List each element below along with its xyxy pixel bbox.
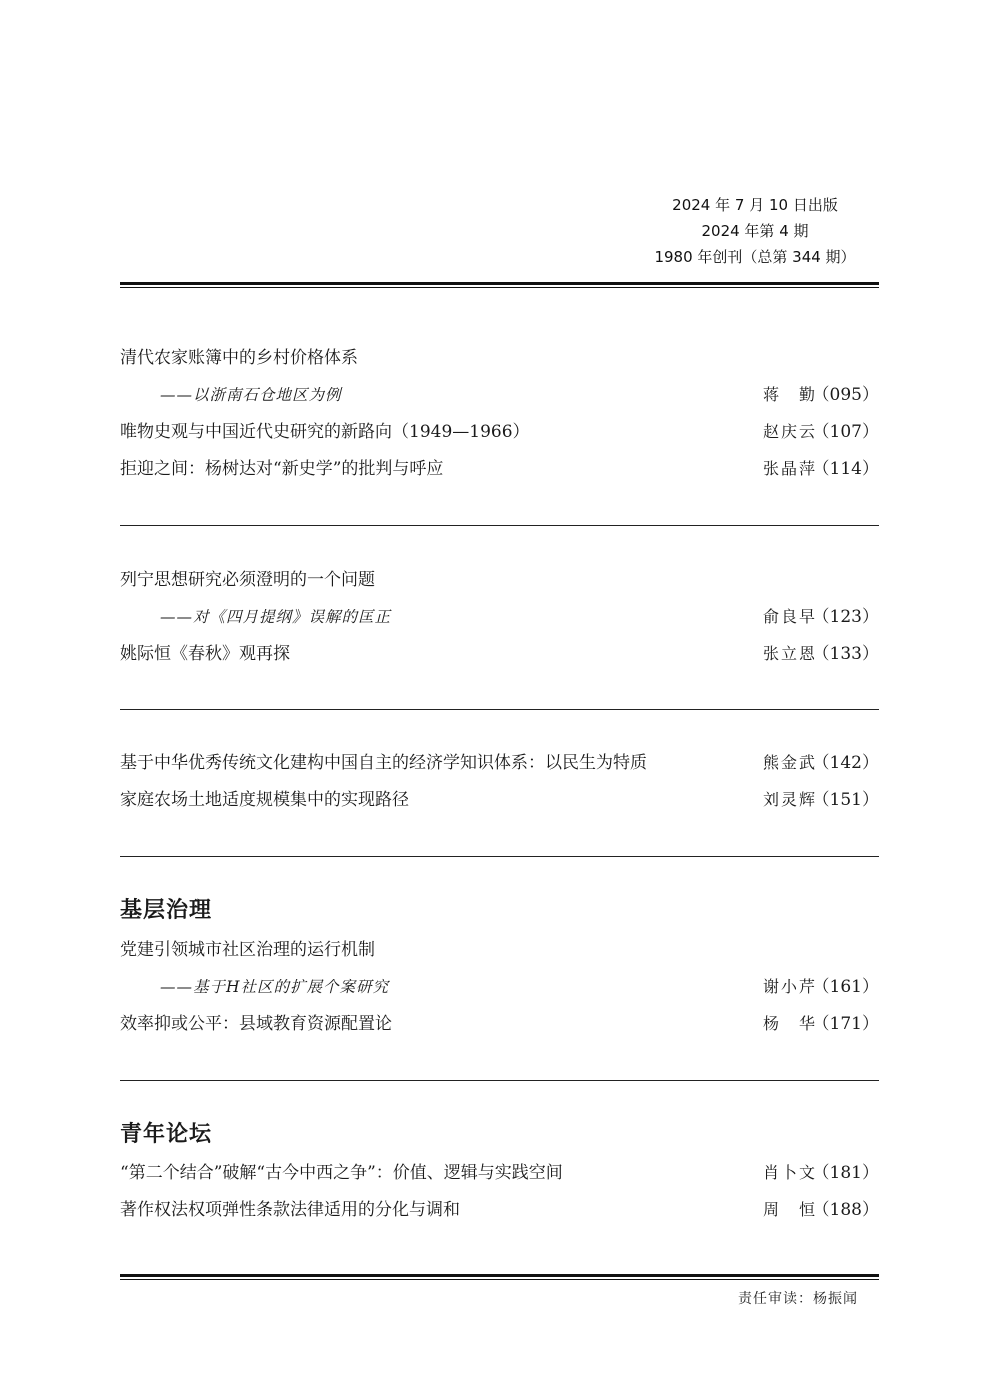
toc-entry[interactable] [120, 457, 879, 481]
page-number: （114） [812, 459, 879, 479]
section-heading: 基层治理 [120, 898, 213, 923]
toc-entry[interactable] [120, 346, 879, 370]
toc-entry-subtitle-row [120, 975, 879, 999]
page-number: （095） [812, 385, 879, 405]
bottom-double-rule [120, 1274, 879, 1280]
page-number: （181） [812, 1163, 879, 1183]
top-double-rule [120, 282, 879, 288]
article-title[interactable]: 家庭农场土地适度规模集中的实现路径 [120, 790, 409, 810]
article-author: 周 恒 [763, 1200, 818, 1219]
page-number: （161） [812, 977, 879, 997]
issue-number: 2024 年第 4 期 [701, 222, 809, 240]
article-author: 谢小芹 [763, 977, 818, 996]
section-divider [120, 525, 879, 526]
article-author: 杨 华 [763, 1014, 818, 1033]
page-number: （171） [812, 1014, 879, 1034]
toc-entry[interactable] [120, 420, 879, 444]
article-author: 熊金武 [763, 753, 818, 772]
toc-entry[interactable] [120, 1161, 879, 1185]
article-author: 蒋 勤 [763, 385, 818, 404]
article-author: 俞良早 [763, 607, 818, 626]
publication-info [600, 192, 910, 270]
article-title[interactable]: 唯物史观与中国近代史研究的新路向（1949—1966） [120, 422, 530, 442]
page-number: （123） [812, 607, 879, 627]
article-title[interactable]: “第二个结合”破解“古今中西之争”：价值、逻辑与实践空间 [120, 1163, 563, 1183]
article-subtitle: ——基于H社区的扩展个案研究 [160, 978, 390, 996]
toc-entry-subtitle-row [120, 383, 879, 407]
article-author: 张晶萍 [763, 459, 818, 478]
page-number: （151） [812, 790, 879, 810]
article-title[interactable]: 拒迎之间：杨树达对“新史学”的批判与呼应 [120, 459, 444, 479]
section-divider [120, 709, 879, 710]
article-author: 刘灵辉 [763, 790, 818, 809]
section-heading: 青年论坛 [120, 1122, 213, 1147]
article-title[interactable]: 效率抑或公平：县域教育资源配置论 [120, 1014, 392, 1034]
article-title[interactable]: 基于中华优秀传统文化建构中国自主的经济学知识体系：以民生为特质 [120, 753, 647, 773]
article-subtitle: ——对《四月提纲》误解的匡正 [160, 608, 392, 626]
article-author: 赵庆云 [763, 422, 818, 441]
founded-info: 1980 年创刊（总第 344 期） [654, 248, 856, 266]
section-divider [120, 1080, 879, 1081]
toc-entry[interactable] [120, 1198, 879, 1222]
article-title[interactable]: 姚际恒《春秋》观再探 [120, 644, 290, 664]
section-divider [120, 856, 879, 857]
page-number: （133） [812, 644, 879, 664]
toc-entry[interactable] [120, 788, 879, 812]
toc-entry[interactable] [120, 568, 879, 592]
page-number: （107） [812, 422, 879, 442]
article-title[interactable]: 党建引领城市社区治理的运行机制 [120, 940, 375, 960]
article-subtitle: ——以浙南石仓地区为例 [160, 386, 342, 404]
toc-entry-subtitle-row [120, 605, 879, 629]
article-title[interactable]: 清代农家账簿中的乡村价格体系 [120, 348, 358, 368]
article-title[interactable]: 著作权法权项弹性条款法律适用的分化与调和 [120, 1200, 460, 1220]
responsible-editor: 责任审读：杨振闻 [738, 1291, 858, 1307]
article-author: 肖卜文 [763, 1163, 818, 1182]
page-number: （142） [812, 753, 879, 773]
page-number: （188） [812, 1200, 879, 1220]
toc-entry[interactable] [120, 938, 879, 962]
toc-entry[interactable] [120, 751, 879, 775]
publication-date: 2024 年 7 月 10 日出版 [672, 196, 838, 214]
toc-entry[interactable] [120, 642, 879, 666]
article-author: 张立恩 [763, 644, 818, 663]
toc-entry[interactable] [120, 1012, 879, 1036]
article-title[interactable]: 列宁思想研究必须澄明的一个问题 [120, 570, 375, 590]
